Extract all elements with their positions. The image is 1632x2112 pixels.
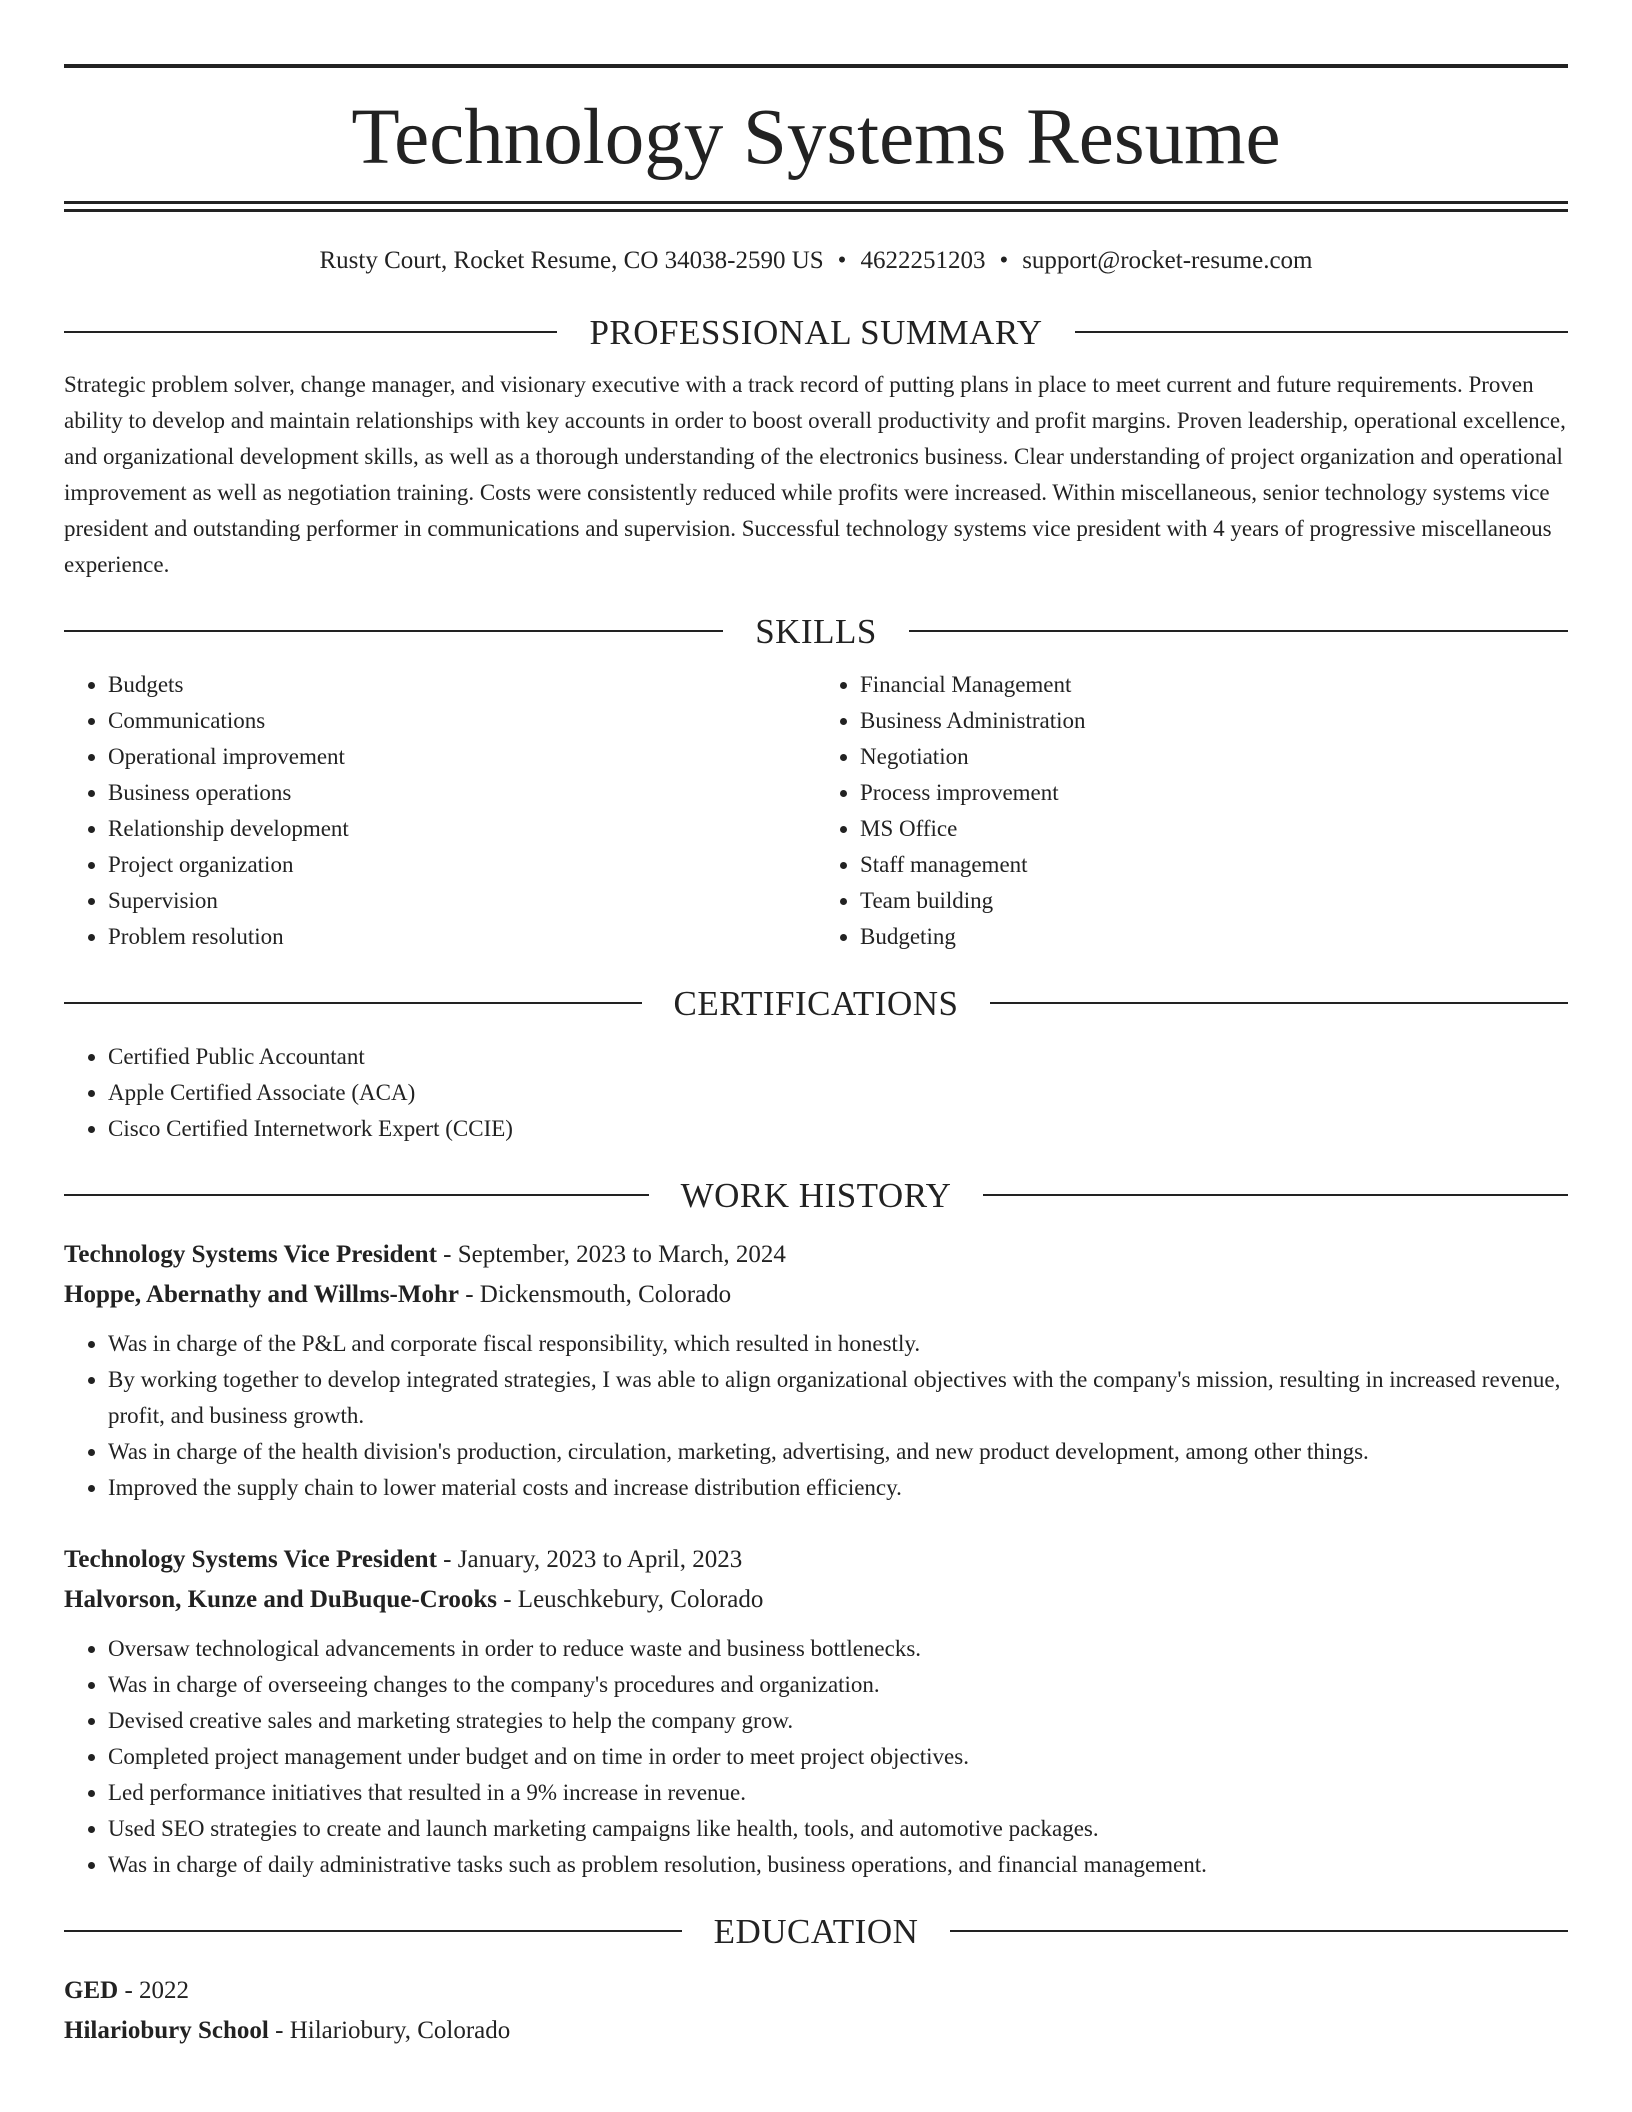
skill-item: • Budgets [108,667,816,703]
skill-item: • Relationship development [108,811,816,847]
skill-item: • Communications [108,703,816,739]
education-location: - Hilariobury, Colorado [268,2017,511,2044]
job-bullet: • Was in charge of the P&L and corporate fiscal responsibility, which resulted in honestly. [108,1326,1568,1362]
top-rule [64,64,1568,68]
resume-page [64,64,1568,2051]
education-degree: GED [64,1977,119,2004]
job-company: Halvorson, Kunze and DuBuque-Crooks [64,1586,497,1613]
job-entry [64,1235,1568,1506]
summary-heading [64,310,1568,354]
skills-column-left [64,667,816,955]
job-bullets [64,1326,1568,1506]
skill-item: • Team building [860,883,1568,919]
contact-separator: • [837,247,847,274]
heading-rule [64,1194,649,1196]
skill-item: • Negotiation [860,739,1568,775]
contact-address: Rusty Court, Rocket Resume, CO 34038-2590 US [319,247,824,274]
heading-rule [64,1930,682,1932]
education-year: - 2022 [118,1977,190,2004]
education-degree-line [64,1971,1568,2011]
education-entry [64,1971,1568,2051]
job-bullet: • Was in charge of the health division's production, circulation, marketing, advertising, and new product development, among other things. [108,1434,1568,1470]
job-dates: - January, 2023 to April, 2023 [436,1546,743,1573]
job-location: - Leuschkebury, Colorado [496,1586,764,1613]
job-entry [64,1540,1568,1883]
certification-item: • Certified Public Accountant [108,1039,1568,1075]
job-bullet: • Used SEO strategies to create and launch marketing campaigns like health, tools, and automotive packages. [108,1811,1568,1847]
job-bullet: • Devised creative sales and marketing strategies to help the company grow. [108,1703,1568,1739]
skill-item: • Budgeting [860,919,1568,955]
skills-list [64,667,1568,955]
job-bullet: • Completed project management under budget and on time in order to meet project objectives. [108,1739,1568,1775]
job-title: Technology Systems Vice President [64,1546,437,1573]
heading-rule [64,1002,642,1004]
certifications-heading-label: CERTIFICATIONS [673,983,959,1023]
heading-rule [1075,331,1568,333]
job-title-line [64,1540,1568,1580]
job-bullet: • Improved the supply chain to lower material costs and increase distribution efficiency. [108,1470,1568,1506]
heading-rule [990,1002,1568,1004]
resume-title: Technology Systems Resume [351,94,1281,181]
certification-item: • Apple Certified Associate (ACA) [108,1075,1568,1111]
heading-rule [64,331,557,333]
contact-line [64,246,1568,276]
skill-item: • Financial Management [860,667,1568,703]
job-bullet: • Oversaw technological advancements in order to reduce waste and business bottlenecks. [108,1631,1568,1667]
skill-item: • Operational improvement [108,739,816,775]
job-bullets [64,1631,1568,1883]
certifications-heading [64,981,1568,1025]
job-bullet: • By working together to develop integrated strategies, I was able to align organizational objectives with the company's mission, resulting in increased revenue, profit, and business growth. [108,1362,1568,1434]
heading-rule [909,630,1568,632]
certifications-list [64,1039,1568,1147]
job-company: Hoppe, Abernathy and Willms-Mohr [64,1281,459,1308]
education-heading [64,1909,1568,1953]
skill-item: • MS Office [860,811,1568,847]
job-bullet: • Was in charge of daily administrative tasks such as problem resolution, business operations, and financial management. [108,1847,1568,1883]
skill-item: • Staff management [860,847,1568,883]
title-double-rule [64,201,1568,212]
skill-item: • Business operations [108,775,816,811]
job-location: - Dickensmouth, Colorado [458,1281,732,1308]
work-history-heading-label: WORK HISTORY [680,1175,952,1215]
heading-rule [950,1930,1568,1932]
work-history-heading [64,1173,1568,1217]
skill-item: • Supervision [108,883,816,919]
skill-item: • Project organization [108,847,816,883]
summary-text: Strategic problem solver, change manager, and visionary executive with a track record of putting plans in place to meet current and future requirements. Proven ability to develop and maintain relationships with key accounts in order to boost overall productivity and profit margins. Proven leadership, operational excellence, and organizational development skills, as well as a thorough understanding of the electronics business. Clear understanding of project organization and operational improvement as well as negotiation training. Costs were consistently reduced while profits were increased. Within miscellaneous, senior technology systems vice president and outstanding performer in communications and supervision. Successful technology systems vice president with 4 years of progressive miscellaneous experience. [64,372,1566,577]
contact-separator: • [999,247,1009,274]
contact-email: support@rocket-resume.com [1022,247,1313,274]
job-dates: - September, 2023 to March, 2024 [436,1241,786,1268]
summary-heading-label: PROFESSIONAL SUMMARY [589,312,1043,352]
education-heading-label: EDUCATION [713,1911,919,1951]
skills-column-right [816,667,1568,955]
job-company-line [64,1580,1568,1620]
education-school: Hilariobury School [64,2017,269,2044]
job-title: Technology Systems Vice President [64,1241,437,1268]
job-bullet: • Led performance initiatives that resulted in a 9% increase in revenue. [108,1775,1568,1811]
skill-item: • Business Administration [860,703,1568,739]
skill-item: • Process improvement [860,775,1568,811]
heading-rule [983,1194,1568,1196]
education-school-line [64,2011,1568,2051]
job-company-line [64,1275,1568,1315]
contact-phone: 4622251203 [860,247,986,274]
heading-rule [64,630,723,632]
job-title-line [64,1235,1568,1275]
skills-heading [64,609,1568,653]
skill-item: • Problem resolution [108,919,816,955]
skills-heading-label: SKILLS [755,611,877,651]
job-bullet: • Was in charge of overseeing changes to the company's procedures and organization. [108,1667,1568,1703]
certification-item: • Cisco Certified Internetwork Expert (CCIE) [108,1111,1568,1147]
